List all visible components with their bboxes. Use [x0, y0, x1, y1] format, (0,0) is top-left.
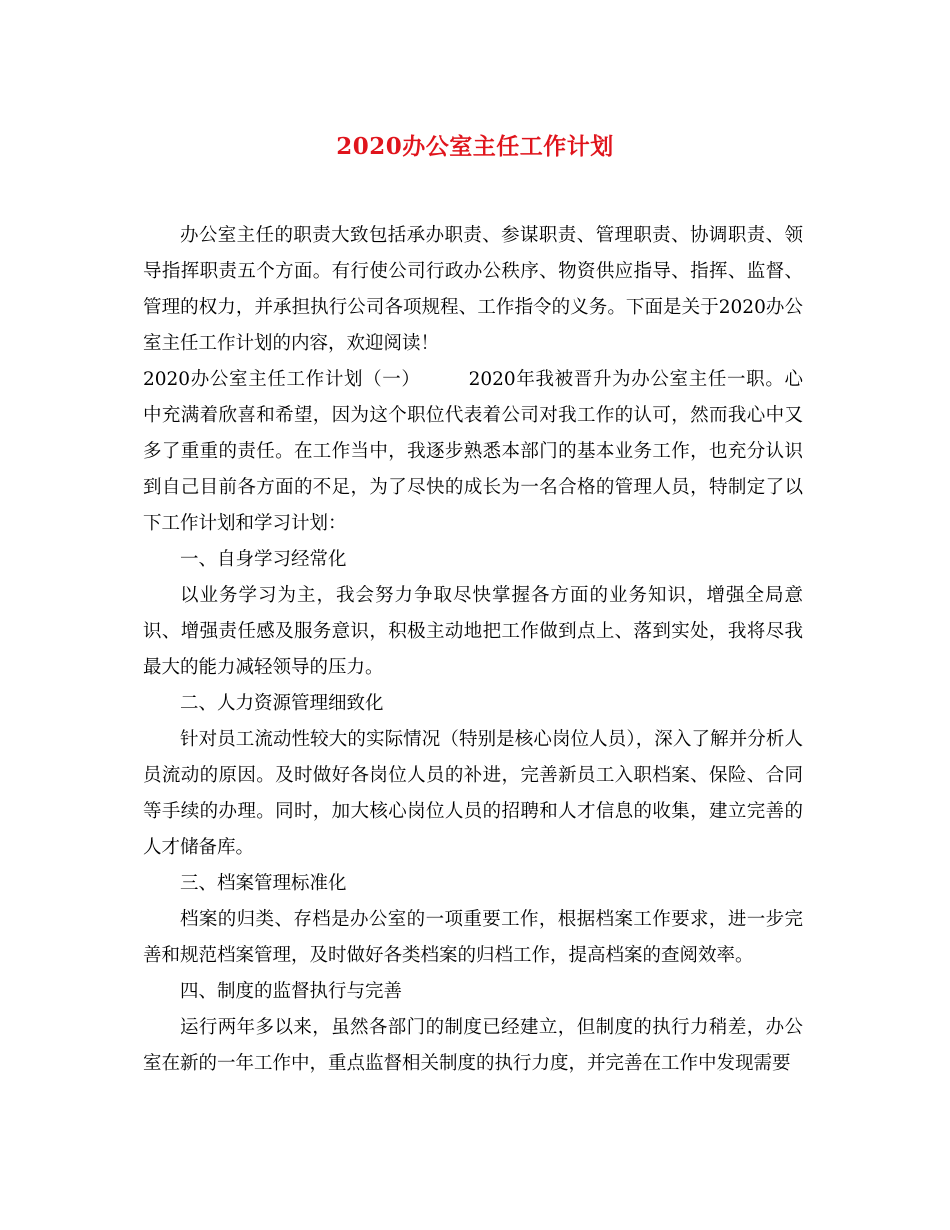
- plan-paragraph: [143, 362, 803, 542]
- section-heading: 一、自身学习经常化: [180, 549, 347, 570]
- section-heading: 四、制度的监督执行与完善: [180, 981, 403, 1002]
- document-body: [143, 218, 803, 1082]
- section-heading: 三、档案管理标准化: [180, 873, 347, 894]
- section-heading: 二、人力资源管理细致化: [180, 693, 384, 714]
- plan-intro-text: 2020年我被晋升为办公室主任一职。心中充满着欣喜和希望，因为这个职位代表着公司对我工作的认可，然而我心中又多了重重的责任。在工作当中，我逐步熟悉本部门的基本业务工作，也充分认识到自己目前各方面的不足，为了尽快的成长为一名合格的管理人员，特制定了以下工作计划和学习计划：: [143, 369, 803, 534]
- document-title: 2020办公室主任工作计划: [336, 133, 614, 160]
- section-paragraph: 针对员工流动性较大的实际情况（特别是核心岗位人员），深入了解并分析人员流动的原因。及时做好各岗位人员的补进，完善新员工入职档案、保险、合同等手续的办理。同时，加大核心岗位人员的招聘和人才信息的收集，建立完善的人才储备库。: [143, 729, 803, 858]
- section-paragraph: 运行两年多以来，虽然各部门的制度已经建立，但制度的执行力稍差，办公室在新的一年工作中，重点监督相关制度的执行力度，并完善在工作中发现需要: [143, 1017, 803, 1074]
- plan-heading: 2020办公室主任工作计划（一）: [143, 369, 421, 390]
- intro-paragraph: 办公室主任的职责大致包括承办职责、参谋职责、管理职责、协调职责、领导指挥职责五个方面。有行使公司行政办公秩序、物资供应指导、指挥、监督、管理的权力，并承担执行公司各项规程、工作指令的义务。下面是关于2020办公室主任工作计划的内容，欢迎阅读！: [143, 225, 803, 354]
- section-paragraph: 以业务学习为主，我会努力争取尽快掌握各方面的业务知识，增强全局意识、增强责任感及服务意识，积极主动地把工作做到点上、落到实处，我将尽我最大的能力减轻领导的压力。: [143, 585, 803, 678]
- section-paragraph: 档案的归类、存档是办公室的一项重要工作，根据档案工作要求，进一步完善和规范档案管理，及时做好各类档案的归档工作，提高档案的查阅效率。: [143, 909, 803, 966]
